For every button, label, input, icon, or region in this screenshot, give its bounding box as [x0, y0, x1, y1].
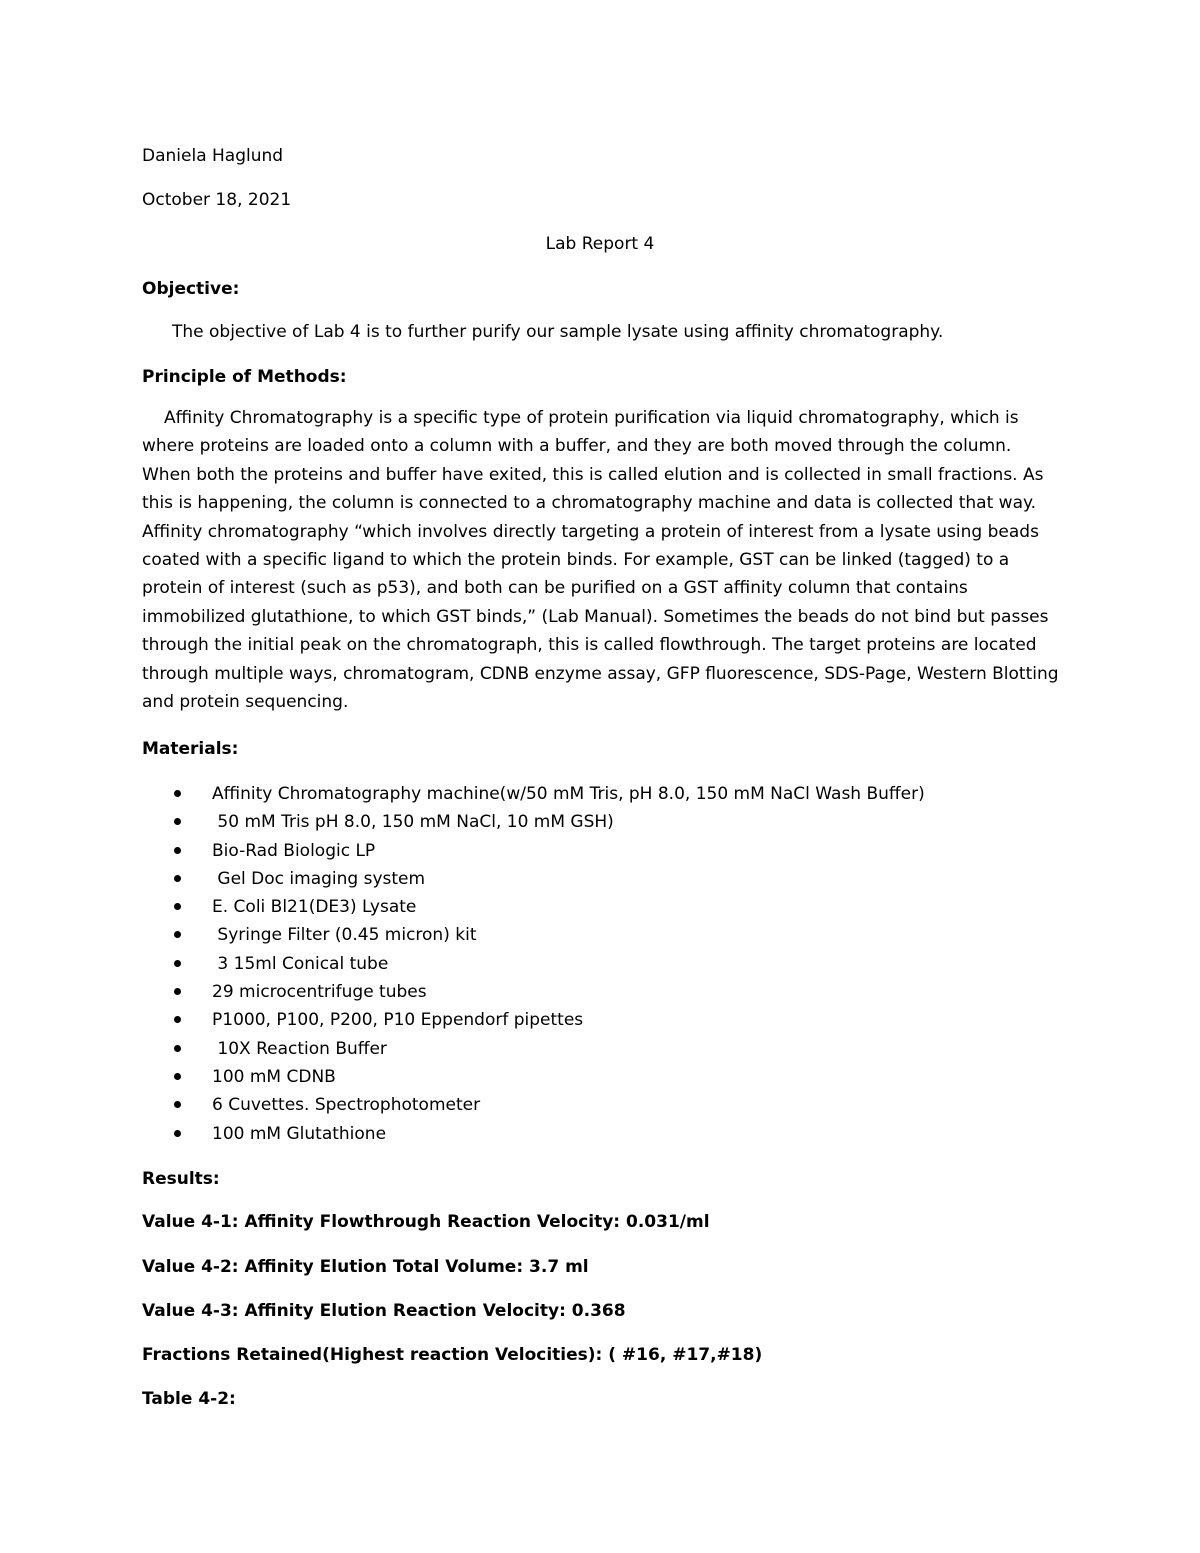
- bullet-icon: [174, 1101, 181, 1108]
- materials-list: [142, 780, 925, 1148]
- list-item: 10X Reaction Buffer: [142, 1035, 925, 1063]
- bullet-icon: [174, 818, 181, 825]
- list-item: Gel Doc imaging system: [142, 865, 925, 893]
- principle-heading: Principle of Methods:: [142, 367, 347, 387]
- value-4-3: Value 4-3: Affinity Elution Reaction Velocity: 0.368: [142, 1301, 626, 1321]
- bullet-icon: [174, 847, 181, 854]
- objective-heading: Objective:: [142, 279, 240, 299]
- principle-text: Affinity Chromatography is a specific type of protein purification via liquid chromatography, which is where proteins are loaded onto a column with a buffer, and they are both moved through the column. When both the proteins and buffer have exited, this is called elution and is collected in small fractions. As this is happening, the column is connected to a chromatography machine and data is collected that way. Affinity chromatography “which involves directly targeting a protein of interest from a lysate using beads coated with a specific ligand to which the protein binds. For example, GST can be linked (tagged) to a protein of interest (such as p53), and both can be purified on a GST affinity column that contains immobilized glutathione, to which GST binds,” (Lab Manual). Sometimes the beads do not bind but passes through the initial peak on the chromatograph, this is called flowthrough. The target proteins are located through multiple ways, chromatogram, CDNB enzyme assay, GFP fluorescence, SDS-Page, Western Blotting and protein sequencing.: [142, 408, 1059, 713]
- list-item: Affinity Chromatography machine(w/50 mM Tris, pH 8.0, 150 mM NaCl Wash Buffer): [142, 780, 925, 808]
- list-item: 29 microcentrifuge tubes: [142, 978, 925, 1006]
- value-4-1: Value 4-1: Affinity Flowthrough Reaction Velocity: 0.031/ml: [142, 1212, 710, 1232]
- author-name: Daniela Haglund: [142, 146, 284, 166]
- bullet-icon: [174, 931, 181, 938]
- value-4-2: Value 4-2: Affinity Elution Total Volume: 3.7 ml: [142, 1257, 589, 1277]
- list-item: 100 mM Glutathione: [142, 1120, 925, 1148]
- results-heading: Results:: [142, 1169, 220, 1189]
- report-date: October 18, 2021: [142, 190, 292, 210]
- bullet-icon: [174, 1130, 181, 1137]
- bullet-icon: [174, 988, 181, 995]
- bullet-icon: [174, 1016, 181, 1023]
- report-title: Lab Report 4: [545, 234, 655, 254]
- list-item: 50 mM Tris pH 8.0, 150 mM NaCl, 10 mM GSH): [142, 808, 925, 836]
- list-item: Bio-Rad Biologic LP: [142, 837, 925, 865]
- list-item: 3 15ml Conical tube: [142, 950, 925, 978]
- fractions-retained: Fractions Retained(Highest reaction Velocities): ( #16, #17,#18): [142, 1345, 763, 1365]
- list-item: Syringe Filter (0.45 micron) kit: [142, 921, 925, 949]
- materials-heading: Materials:: [142, 739, 239, 759]
- bullet-icon: [174, 960, 181, 967]
- table-label: Table 4-2:: [142, 1389, 236, 1409]
- list-item: 6 Cuvettes. Spectrophotometer: [142, 1091, 925, 1119]
- list-item: P1000, P100, P200, P10 Eppendorf pipettes: [142, 1006, 925, 1034]
- bullet-icon: [174, 1045, 181, 1052]
- list-item: 100 mM CDNB: [142, 1063, 925, 1091]
- bullet-icon: [174, 903, 181, 910]
- list-item: E. Coli Bl21(DE3) Lysate: [142, 893, 925, 921]
- bullet-icon: [174, 1073, 181, 1080]
- objective-text: The objective of Lab 4 is to further purify our sample lysate using affinity chromatography.: [172, 322, 944, 342]
- bullet-icon: [174, 790, 181, 797]
- bullet-icon: [174, 875, 181, 882]
